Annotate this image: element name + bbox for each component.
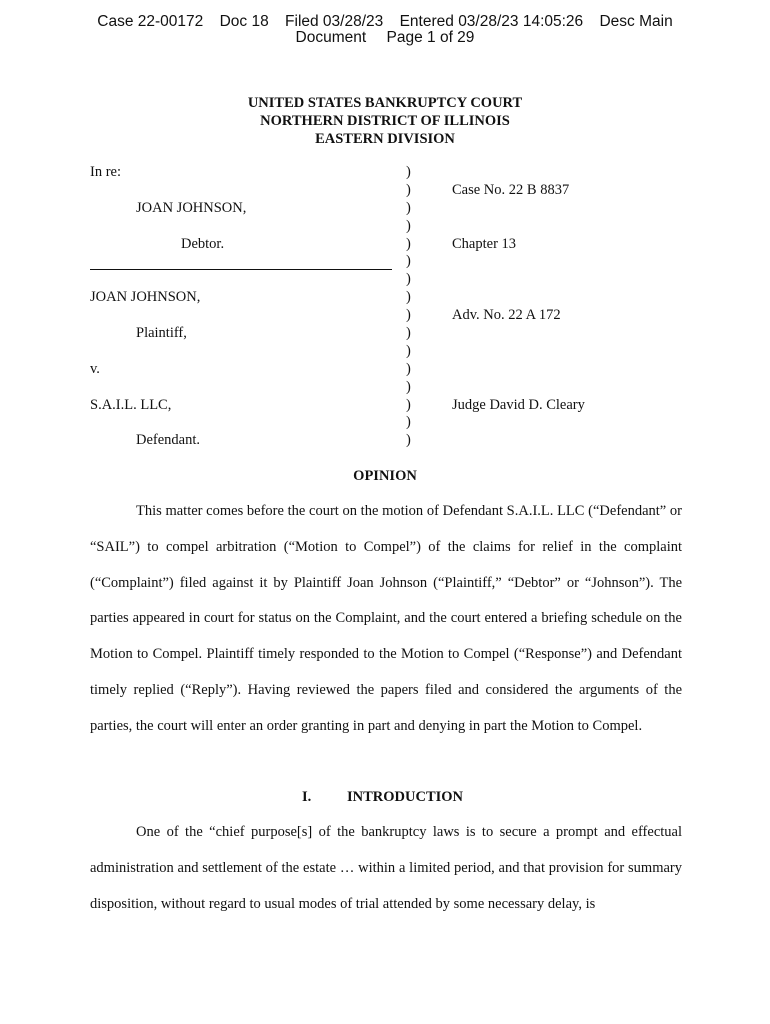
filed-date-stamp: Filed 03/28/23 bbox=[285, 13, 384, 30]
ecf-header bbox=[0, 14, 770, 46]
caption-plaintiff-label: Plaintiff, bbox=[136, 325, 187, 341]
ecf-header-line-2 bbox=[0, 30, 770, 46]
caption-paren: ) bbox=[406, 361, 411, 377]
caption-paren: ) bbox=[406, 253, 411, 269]
caption-paren: ) bbox=[406, 379, 411, 395]
caption-case-number: Case No. 22 B 8837 bbox=[452, 182, 570, 198]
caption-paren: ) bbox=[406, 289, 411, 305]
section-title: INTRODUCTION bbox=[347, 789, 464, 805]
caption-paren: ) bbox=[406, 271, 411, 287]
desc-stamp: Desc Main bbox=[599, 13, 673, 30]
court-district: NORTHERN DISTRICT OF ILLINOIS bbox=[260, 113, 510, 129]
caption-paren: ) bbox=[406, 218, 411, 234]
caption-paren: ) bbox=[406, 200, 411, 216]
caption-paren: ) bbox=[406, 236, 411, 252]
caption-debtor-name: JOAN JOHNSON, bbox=[136, 200, 247, 216]
caption-in-re: In re: bbox=[90, 164, 121, 180]
opinion-paragraph-2: One of the “chief purpose[s] of the bankruptcy laws is to secure a prompt and effectual administration and settlement of the estate … within a limited period, and that provision for summary disposition, without regard to usual modes of trial attended by some necessary delay, is bbox=[90, 824, 682, 912]
caption-defendant-name: S.A.I.L. LLC, bbox=[90, 397, 172, 413]
caption-paren: ) bbox=[406, 182, 411, 198]
ecf-header-line-1 bbox=[0, 14, 770, 30]
court-heading bbox=[0, 94, 770, 148]
caption-defendant-label: Defendant. bbox=[136, 432, 201, 448]
caption-paren: ) bbox=[406, 414, 411, 430]
caption-versus: v. bbox=[90, 361, 100, 377]
case-number-stamp: Case 22-00172 bbox=[97, 13, 204, 30]
court-name: UNITED STATES BANKRUPTCY COURT bbox=[247, 95, 523, 111]
caption-plaintiff-name: JOAN JOHNSON, bbox=[90, 289, 201, 305]
caption-divider bbox=[90, 269, 392, 270]
caption-paren: ) bbox=[406, 164, 411, 180]
opinion-title: OPINION bbox=[353, 468, 417, 484]
caption-paren: ) bbox=[406, 307, 411, 323]
doc-number-stamp: Doc 18 bbox=[219, 13, 269, 30]
section-number: I. bbox=[302, 789, 312, 805]
caption-debtor-label: Debtor. bbox=[181, 236, 225, 252]
caption-paren: ) bbox=[406, 432, 411, 448]
caption-judge: Judge David D. Cleary bbox=[452, 397, 585, 413]
caption-paren: ) bbox=[406, 343, 411, 359]
document-stamp: Document bbox=[295, 29, 367, 46]
entered-date-stamp: Entered 03/28/23 14:05:26 bbox=[399, 13, 584, 30]
caption-paren: ) bbox=[406, 397, 411, 413]
caption-paren: ) bbox=[406, 325, 411, 341]
caption-chapter: Chapter 13 bbox=[452, 236, 517, 252]
caption-adversary-number: Adv. No. 22 A 172 bbox=[452, 307, 561, 323]
opinion-paragraph-1: This matter comes before the court on the motion of Defendant S.A.I.L. LLC (“Defendant” or “SAIL”) to compel arbitration (“Motion to Compel”) of the claims for relief in the complaint (“Complaint”) filed against it by Plaintiff Joan Johnson (“Plaintiff,” “Debtor” or “Johnson”). The parties appeared in court for status on the Complaint, and the court entered a briefing schedule on the Motion to Compel. Plaintiff timely responded to the Motion to Compel (“Response”) and Defendant timely replied (“Reply”). Having reviewed the papers filed and considered the arguments of the parties, the court will enter an order granting in part and denying in part the Motion to Compel. bbox=[90, 503, 682, 734]
court-division: EASTERN DIVISION bbox=[315, 131, 455, 147]
page-number-stamp: Page 1 of 29 bbox=[386, 29, 475, 46]
